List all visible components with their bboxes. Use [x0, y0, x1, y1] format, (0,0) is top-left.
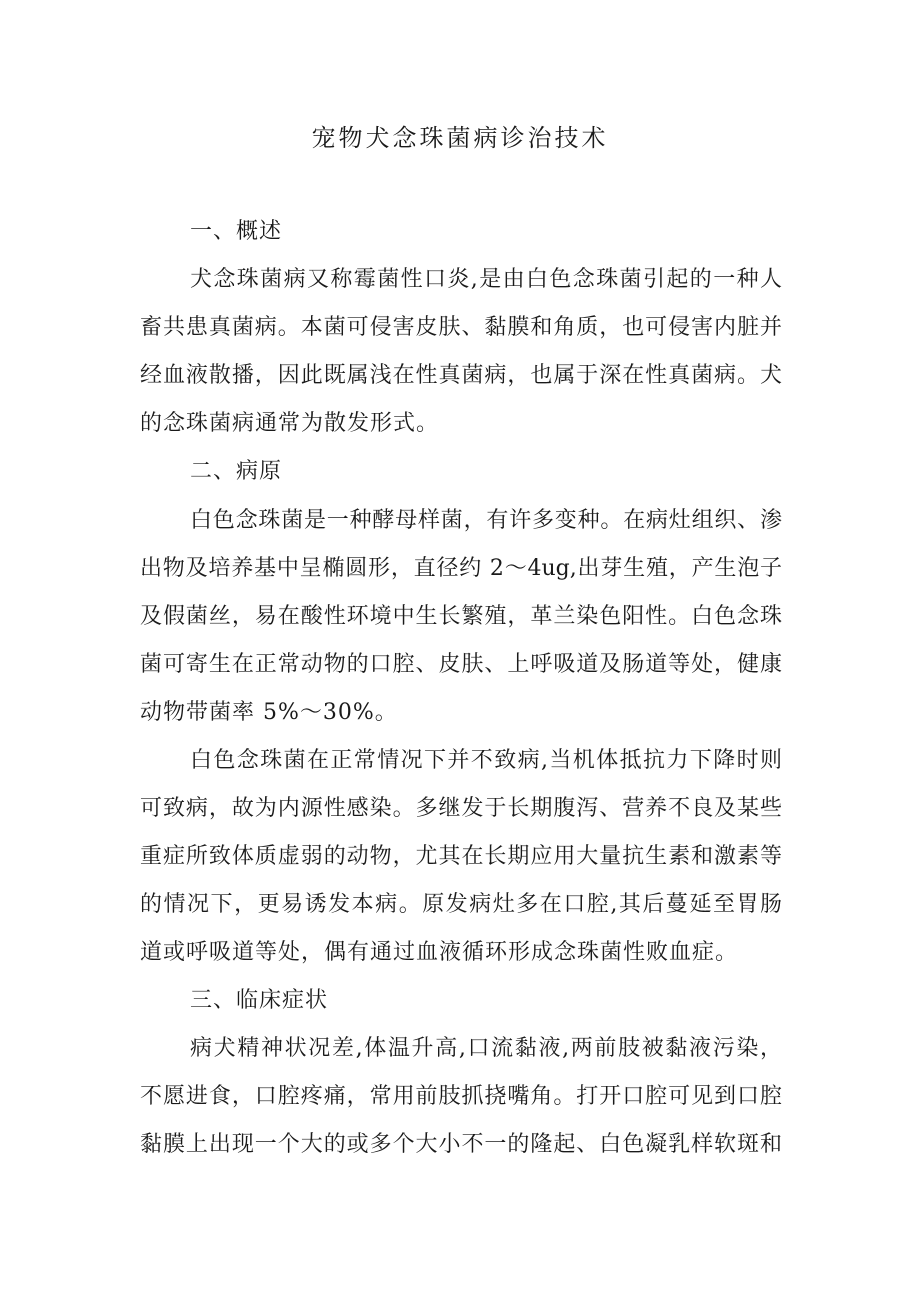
text-line: 重症所致体质虚弱的动物，尤其在长期应用大量抗生素和激素等	[140, 844, 782, 869]
text-line: 出物及培养基中呈椭圆形，直径约 2～4ug,出芽生殖，产生泡子	[140, 556, 782, 581]
text-line: 不愿进食，口腔疼痛，常用前肢抓挠嘴角。打开口腔可见到口腔	[140, 1084, 782, 1109]
text-line: 病犬精神状况差,体温升高,口流黏液,两前肢被黏液污染，	[190, 1036, 782, 1061]
section-heading: 一、概述	[190, 219, 283, 244]
section-heading: 三、临床症状	[190, 988, 329, 1013]
document-title: 宠物犬念珠菌病诊治技术	[311, 124, 609, 152]
text-line: 畜共患真菌病。本菌可侵害皮肤、黏膜和角质，也可侵害内脏并	[140, 315, 782, 340]
text-line: 的念珠菌病通常为散发形式。	[140, 411, 440, 436]
section-heading: 二、病原	[190, 459, 283, 484]
text-line: 动物带菌率 5%～30%。	[140, 700, 398, 725]
text-line: 可致病，故为内源性感染。多继发于长期腹泻、营养不良及某些	[140, 796, 782, 821]
text-line: 白色念珠菌是一种酵母样菌，有许多变种。在病灶组织、渗	[190, 508, 782, 533]
text-line: 菌可寄生在正常动物的口腔、皮肤、上呼吸道及肠道等处，健康	[140, 652, 782, 677]
text-line: 及假菌丝，易在酸性环境中生长繁殖，革兰染色阳性。白色念珠	[140, 604, 782, 629]
text-line: 黏膜上出现一个大的或多个大小不一的隆起、白色凝乳样软斑和	[140, 1132, 782, 1157]
text-line: 道或呼吸道等处，偶有通过血液循环形成念珠菌性败血症。	[140, 940, 739, 965]
text-line: 的情况下，更易诱发本病。原发病灶多在口腔,其后蔓延至胃肠	[140, 892, 782, 917]
text-line: 白色念珠菌在正常情况下并不致病,当机体抵抗力下降时则	[190, 748, 782, 773]
text-line: 经血液散播，因此既属浅在性真菌病，也属于深在性真菌病。犬	[140, 363, 782, 388]
text-line: 犬念珠菌病又称霉菌性口炎,是由白色念珠菌引起的一种人	[190, 267, 782, 292]
